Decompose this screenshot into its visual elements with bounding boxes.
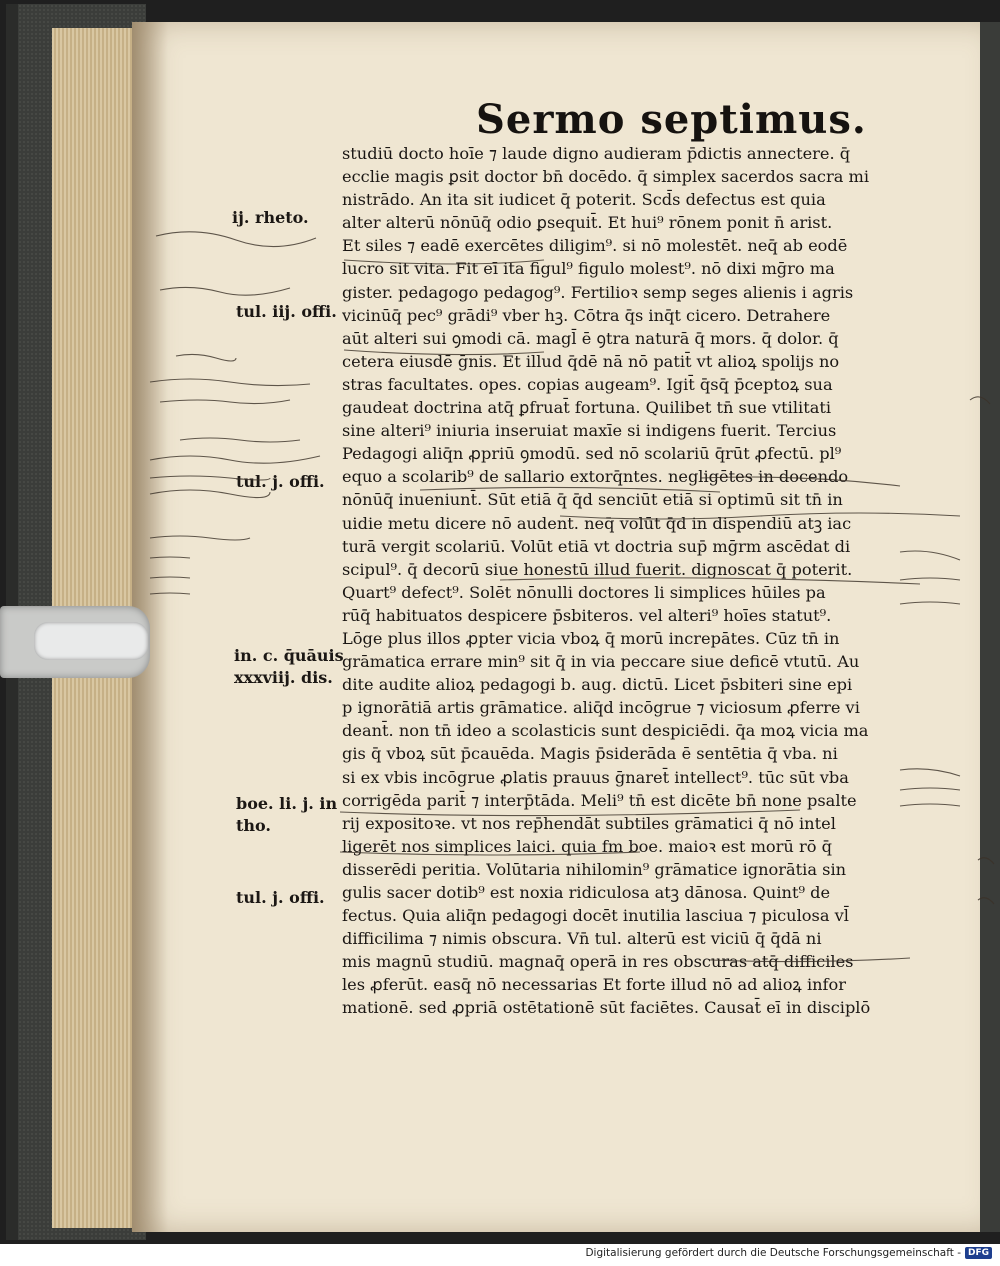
text-line: uidie metu dicere nō audent. neq̄ volūt q̄d in dispendiū atꝫ iac	[342, 513, 852, 533]
text-line: si ex vbis incōgrue ꝓlatis prauus ḡnaret̄ intellect⁹. tūc sūt vba	[342, 767, 849, 787]
text-line: Et siles ⁊ eadē exercētes diligim⁹. si nō molestēt. neq̄ ab eodē	[342, 236, 848, 256]
margin-note: tul. j. offi.	[236, 472, 325, 491]
text-line: difficilima ⁊ nimis obscura. Vn̄ tul. alterū est viciū q̄ q̄dā ni	[342, 929, 822, 949]
text-line: equo a scolarib⁹ de sallario extorq̄ntes. negligētes in docendo	[342, 467, 849, 487]
text-line: turā vergit scolariū. Volūt etiā vt doctria sup̄ mḡrm ascēdat di	[342, 536, 851, 556]
text-line: rij expositoꝛe. vt nos rep̄hendāt subtiles grāmatici q̄ nō intel	[342, 813, 836, 833]
text-line: les ꝓferūt. easq̄ nō necessarias Et forte illud nō ad alioꝝ infor	[342, 975, 847, 995]
text-line: cetera eiusdē ḡnis. Et illud q̄dē nā nō patit̄ vt alioꝝ spolijs no	[342, 351, 840, 371]
text-line: nistrādo. An ita sit iudicet q̄ poterit. Scd̄s defectus est quia	[342, 190, 826, 210]
margin-note: ij. rheto.	[232, 208, 309, 227]
footer-text: Digitalisierung gefördert durch die Deutsche Forschungsgemeinschaft -	[585, 1247, 961, 1259]
text-line: mationē. sed ꝓpriā ostētationē sūt faciētes. Causat̄ eī in disciplō	[342, 998, 871, 1018]
text-line: nōnūq̄ inueniunt̄. Sūt etiā q̄ q̄d senciūt etiā si optimū sit tn̄ in	[342, 490, 843, 510]
margin-note: tul. j. offi.	[236, 888, 325, 907]
text-line: scipul⁹. q̄ decorū siue honestū illud fuerit. dignoscat q̄ poterit.	[342, 559, 853, 579]
text-line: gis q̄ vboꝝ sūt p̄cauēda. Magis p̄siderāda ē sentētia q̄ vba. ni	[342, 744, 838, 764]
text-line: Quart⁹ defect⁹. Solēt nōnulli doctores li simplices hūiles pa	[342, 582, 826, 602]
margin-note: in. c. q̄uāuis	[234, 646, 344, 665]
text-line: rūq̄ habituatos despicere p̄sbiteros. vel alteri⁹ hoīes statut⁹.	[342, 605, 832, 625]
text-line: corrigēda parit̄ ⁊ interp̄tāda. Meli⁹ tn̄ est dicēte bn̄ none psalte	[342, 790, 857, 810]
text-line: ecclie magis ꝑsit doctor bn̄ docēdo. q̄ simplex sacerdos sacra mi	[342, 167, 870, 187]
footer	[585, 1247, 992, 1259]
text-line: studiū docto hoīe ⁊ laude digno audieram p̄dictis annectere. q̄	[342, 144, 851, 163]
text-line: mis magnū studiū. magnaq̄ operā in res obscuras atq̄ difficiles	[342, 952, 854, 972]
margin-note: xxxviij. dis.	[234, 668, 333, 687]
text-line: aūt alteri sui ꝯmodi cā. magl̄ ē ꝯtra naturā q̄ mors. q̄ dolor. q̄	[342, 328, 839, 348]
margin-note: tho.	[236, 816, 271, 835]
text-line: fectus. Quia aliq̄n pedagogi docēt inutilia lasciua ⁊ piculosa vl̄	[342, 906, 849, 926]
text-line: gaudeat doctrina atq̄ ꝑfruat̄ fortuna. Quilibet tn̄ sue vtilitati	[342, 398, 832, 418]
text-line: p ignorātiā artis grāmatice. aliq̄d incōgrue ⁊ viciosum ꝓferre vi	[342, 698, 860, 718]
text-line: disserēdi peritia. Volūtaria nihilomin⁹ grāmatice ignorātia sin	[342, 859, 847, 879]
text-line: Pedagogi aliq̄n ꝓpriū ꝯmodū. sed nō scolariū q̄rūt ꝓfectū. pl⁹	[342, 444, 842, 464]
margin-note: boe. li. j. in	[236, 794, 338, 813]
text-line: gister. pedagogo pedagog⁹. Fertilioꝛ semp seges alienis i agris	[342, 282, 854, 302]
page-heading: Sermo septimus.	[476, 96, 867, 143]
text-line: dite audite alioꝝ pedagogi b. aug. dictū. Licet p̄sbiteri sine epi	[342, 675, 853, 695]
text-line: gulis sacer dotib⁹ est noxia ridiculosa atꝫ dānosa. Quint⁹ de	[342, 883, 831, 902]
text-line: deant̄. non tn̄ ideo a scolasticis sunt despiciēdi. q̄a moꝝ vicia ma	[342, 721, 869, 741]
text-line: Lōge plus illos ꝓpter vicia vboꝝ q̄ morū increpātes. Cūz tn̄ in	[342, 628, 840, 648]
text-line: stras facultates. opes. copias augeam⁹. Igit̄ q̄sq̄ p̄ceptoꝝ sua	[342, 374, 833, 394]
text-line: lucro sit vita. Fit eī ita figul⁹ figulo molest⁹. nō dixi mḡro ma	[342, 259, 835, 279]
text-line: vicinūq̄ pec⁹ grādi⁹ vber hꝫ. Cōtra q̄s inq̄t cicero. Detrahere	[342, 305, 831, 325]
dfg-logo: DFG	[965, 1247, 992, 1259]
margin-note: tul. iij. offi.	[236, 302, 337, 321]
text-line: sine alteri⁹ iniuria inseruiat maxīe si indigens fuerit. Tercius	[342, 421, 837, 441]
text-line: alter alterū nōnūq̄ odio ꝑsequit̄. Et hui⁹ rōnem ponit n̄ arist.	[342, 213, 833, 233]
text-line: ligerēt nos simplices laici. quia fm boe. maioꝛ est morū rō q̄	[342, 836, 832, 856]
text-line: grāmatica errare min⁹ sit q̄ in via peccare siue deficē vtutū. Au	[342, 652, 860, 672]
